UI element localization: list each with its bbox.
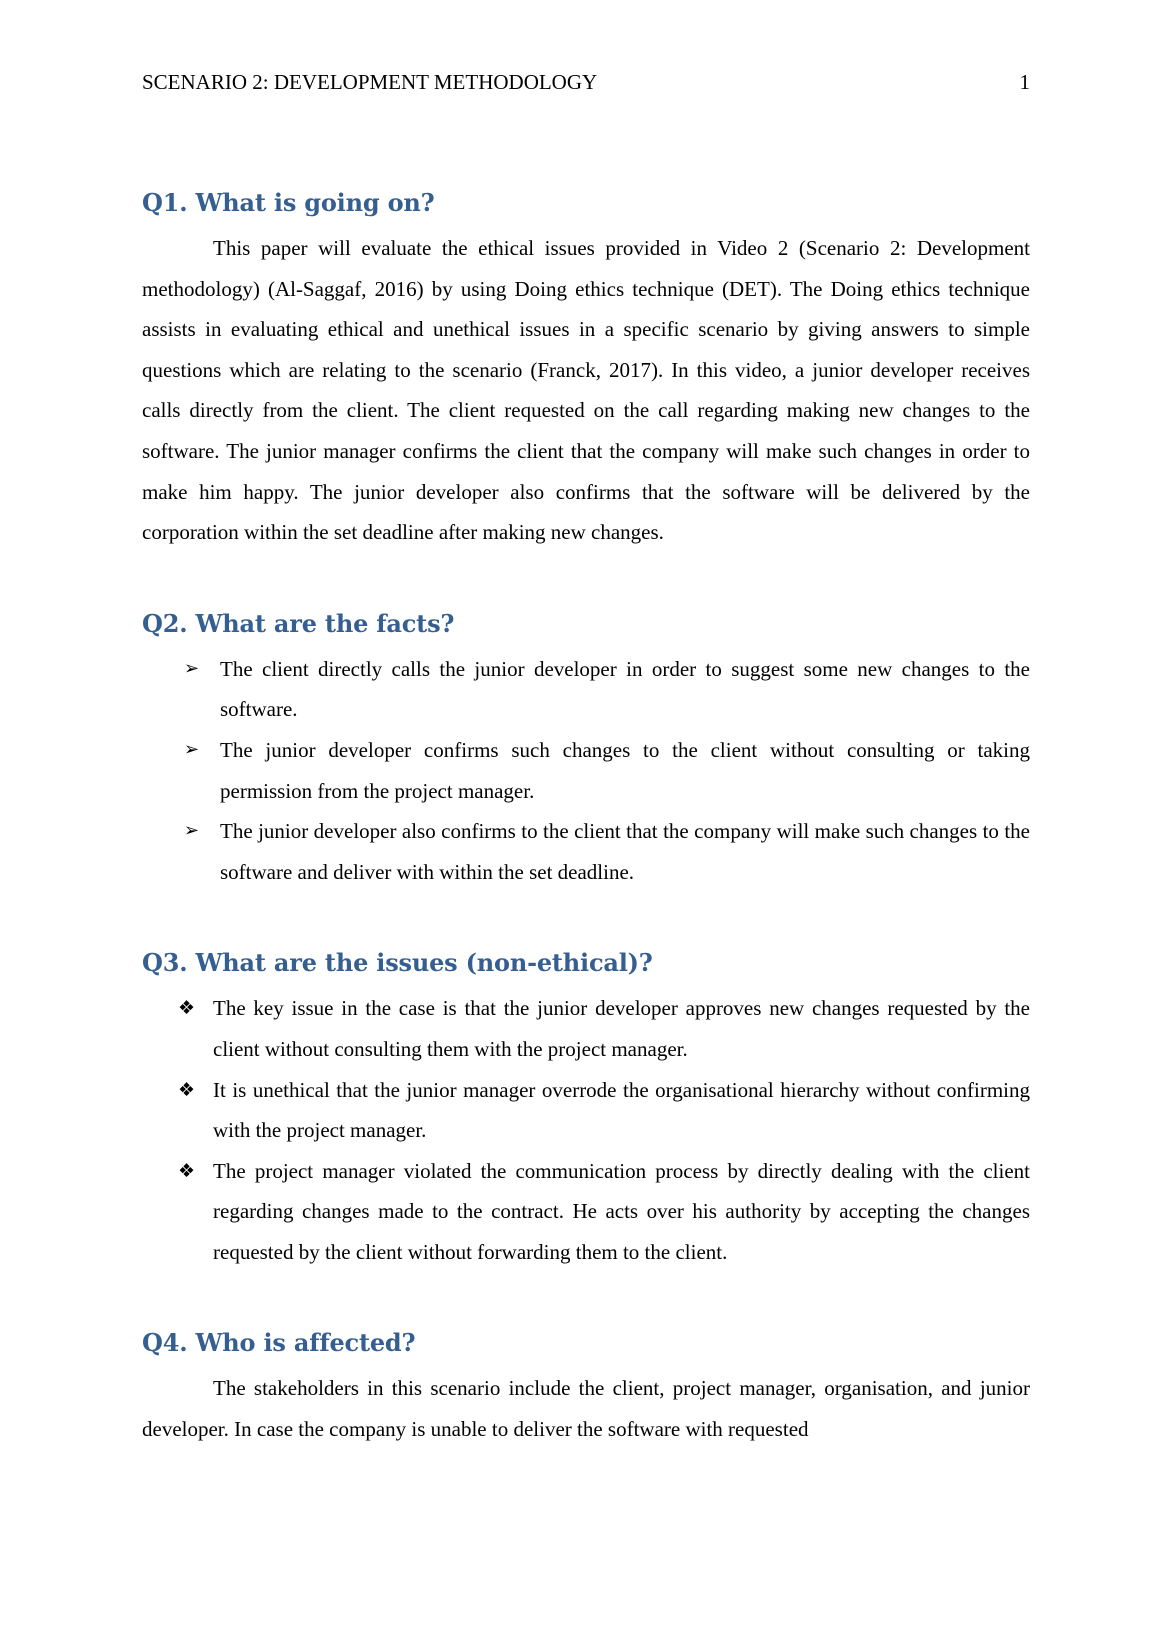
list-item	[142, 649, 1030, 730]
section-heading-q2: Q2. What are the facts?	[142, 608, 455, 638]
list-item-text: It is unethical that the junior manager overrode the organisational hierarchy without confirming with the project manager.	[213, 1077, 1030, 1143]
list-item-text: The junior developer also confirms to the client that the company will make such changes to the software and deliver with within the set deadline.	[220, 819, 1030, 884]
section-heading-q1: Q1. What is going on?	[142, 188, 435, 217]
section-heading-q4: Q4. Who is affected?	[142, 1328, 416, 1358]
list-item-text: The project manager violated the communication process by directly dealing with the client regarding changes made to the contract. He acts over his authority by accepting the changes requested by the client without forwarding them to the client.	[213, 1158, 1030, 1264]
section-heading-q3: Q3. What are the issues (non-ethical)?	[142, 948, 653, 978]
section-q3	[142, 943, 1030, 1272]
paragraph-q1: This paper will evaluate the ethical issues provided in Video 2 (Scenario 2: Development methodology) (Al-Saggaf, 2016) by using Doing ethics technique (DET). The Doing ethics technique assists in evaluating ethical and unethical issues in a specific scenario by giving answers to simple questions which are relating to the scenario (Franck, 2017). In this video, a junior developer receives calls directly from the client. The client requested on the call regarding making new changes to the software. The junior manager confirms the client that the company will make such changes in order to make him happy. The junior developer also confirms that the software will be delivered by the corporation within the set deadline after making new changes.	[142, 236, 1030, 545]
page-number: 1	[1019, 70, 1030, 94]
issues-list	[142, 988, 1030, 1272]
arrow-bullet-icon: ➢	[184, 820, 200, 842]
arrow-bullet-icon: ➢	[184, 657, 200, 679]
running-header-title: SCENARIO 2: DEVELOPMENT METHODOLOGY	[142, 70, 598, 94]
list-item	[142, 1151, 1030, 1273]
diamond-bullet-icon: ❖	[178, 1159, 196, 1182]
section-q1	[142, 183, 1030, 553]
list-item-text: The key issue in the case is that the junior developer approves new changes requested by the client without consulting them with the project manager.	[213, 996, 1030, 1061]
paragraph-q4: The stakeholders in this scenario include the client, project manager, organisation, and junior developer. In case the company is unable to deliver the software with requested	[142, 1376, 1030, 1442]
list-item	[142, 811, 1030, 892]
list-item	[142, 988, 1030, 1069]
list-item	[142, 730, 1030, 811]
document-body	[142, 183, 1030, 1450]
list-item	[142, 1070, 1030, 1151]
diamond-bullet-icon: ❖	[178, 997, 196, 1020]
arrow-bullet-icon: ➢	[184, 738, 200, 760]
list-item-text: The junior developer confirms such changes to the client without consulting or taking permission from the project manager.	[220, 737, 1030, 803]
section-q4	[142, 1323, 1030, 1449]
list-item-text: The client directly calls the junior developer in order to suggest some new changes to the software.	[220, 656, 1030, 722]
section-q2	[142, 604, 1030, 893]
diamond-bullet-icon: ❖	[178, 1078, 196, 1101]
facts-list	[142, 649, 1030, 893]
